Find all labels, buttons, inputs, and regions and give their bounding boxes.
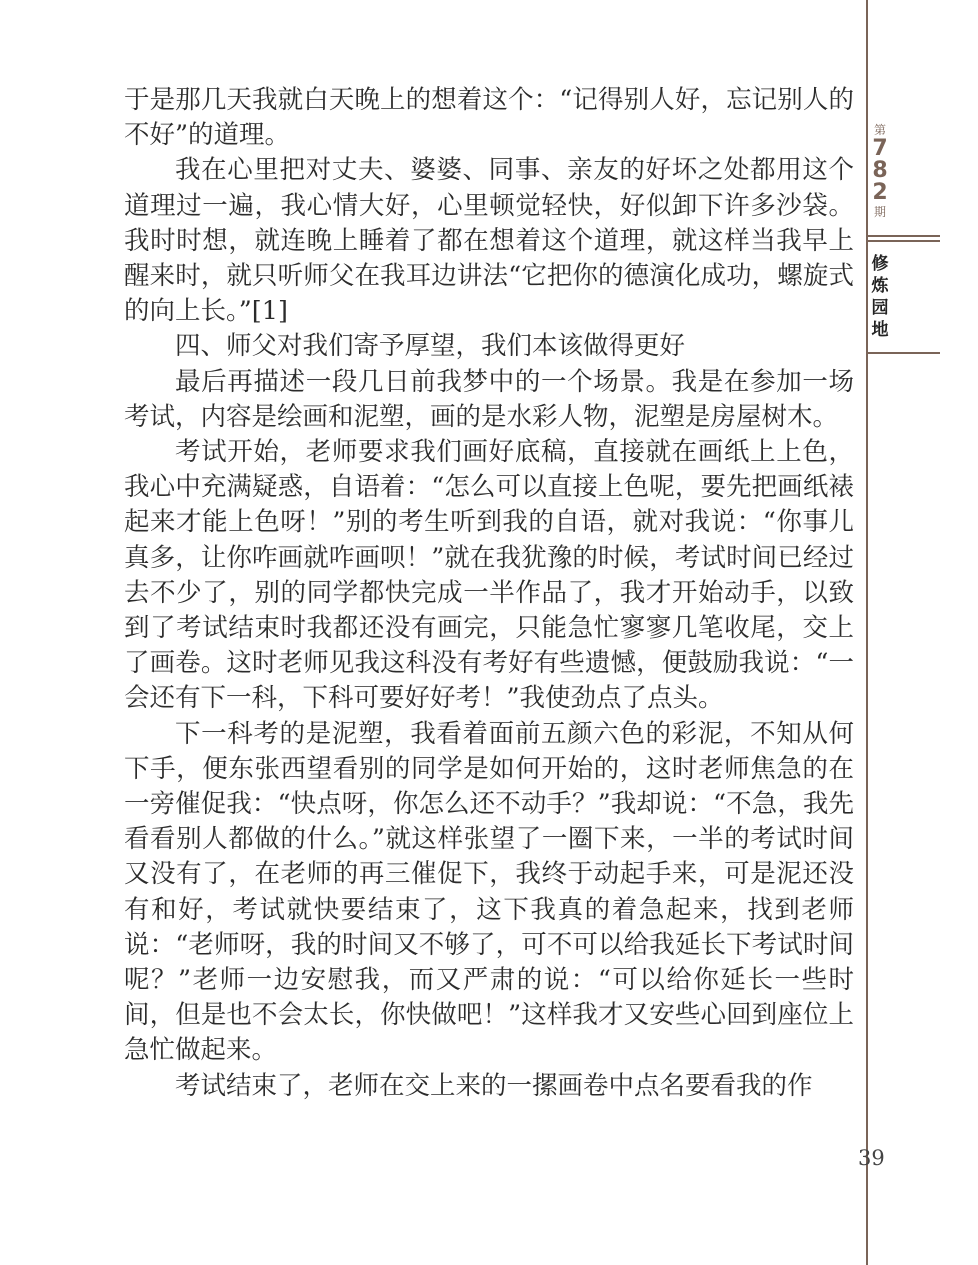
section-char-2: 炼 <box>871 276 889 296</box>
issue-suffix: 期 <box>873 205 886 219</box>
section-label <box>868 253 892 341</box>
section-char-1: 修 <box>871 254 889 274</box>
divider-rule-bottom <box>868 240 940 242</box>
issue-prefix: 第 <box>873 123 886 137</box>
issue-digit-2: 8 <box>872 158 888 183</box>
section-char-3: 园 <box>871 298 889 318</box>
section-bottom-rule <box>868 352 940 354</box>
issue-label <box>868 122 892 220</box>
paragraph-4: 考试开始，老师要求我们画好底稿，直接就在画纸上上色，我心中充满疑惑，自语着：“怎么可以直接上色呢，要先把画纸裱起来才能上色呀！”别的考生听到我的自语，就对我说：“你事儿真多，让你咋画就咋画呗！”就在我犹豫的时候，考试时间已经过去不少了，别的同学都快完成一半作品了，我才开始动手，以致到了考试结束时我都还没有画完，只能急忙寥寥几笔收尾，交上了画卷。这时老师见我这科没有考好有些遗憾，便鼓励我说：“一会还有下一科，下科可要好好考！”我使劲点了点头。 <box>124 437 854 714</box>
page-number: 39 <box>858 1146 885 1170</box>
section-heading: 四、师父对我们寄予厚望，我们本该做得更好 <box>175 331 686 362</box>
divider-rule-top <box>868 235 940 237</box>
paragraph-1: 于是那几天我就白天晚上的想着这个：“记得别人好，忘记别人的不好”的道理。 <box>124 85 854 151</box>
paragraph-3: 最后再描述一段几日前我梦中的一个场景。我是在参加一场考试，内容是绘画和泥塑，画的是水彩人物，泥塑是房屋树木。 <box>124 366 854 432</box>
paragraph-2: 我在心里把对丈夫、婆婆、同事、亲友的好坏之处都用这个道理过一遍，我心情大好，心里顿觉轻快，好似卸下许多沙袋。我时时想，就连晚上睡着了都在想着这个道理，就这样当我早上醒来时，就只听师父在我耳边讲法“它把你的德演化成功，螺旋式的向上长。”[1] <box>124 155 854 327</box>
section-char-4: 地 <box>871 320 889 340</box>
article-body <box>124 83 854 1104</box>
issue-digit-3: 2 <box>872 180 888 205</box>
paragraph-5: 下一科考的是泥塑，我看着面前五颜六色的彩泥，不知从何下手，便东张西望看别的同学是如何开始的，这时老师焦急的在一旁催促我：“快点呀，你怎么还不动手？”我却说：“不急，我先看看别人都做的什么。”就这样张望了一圈下来，一半的考试时间又没有了，在老师的再三催促下，我终于动起手来，可是泥还没有和好，考试就快要结束了，这下我真的着急起来，找到老师说：“老师呀，我的时间又不够了，可不可以给我延长下考试时间呢？”老师一边安慰我，而又严肃的说：“可以给你延长一些时间，但是也不会太长，你快做吧！”这样我才又安些心回到座位上急忙做起来。 <box>124 718 854 1066</box>
issue-digit-1: 7 <box>872 136 888 161</box>
paragraph-6: 考试结束了，老师在交上来的一摞画卷中点名要看我的作 <box>175 1070 813 1101</box>
